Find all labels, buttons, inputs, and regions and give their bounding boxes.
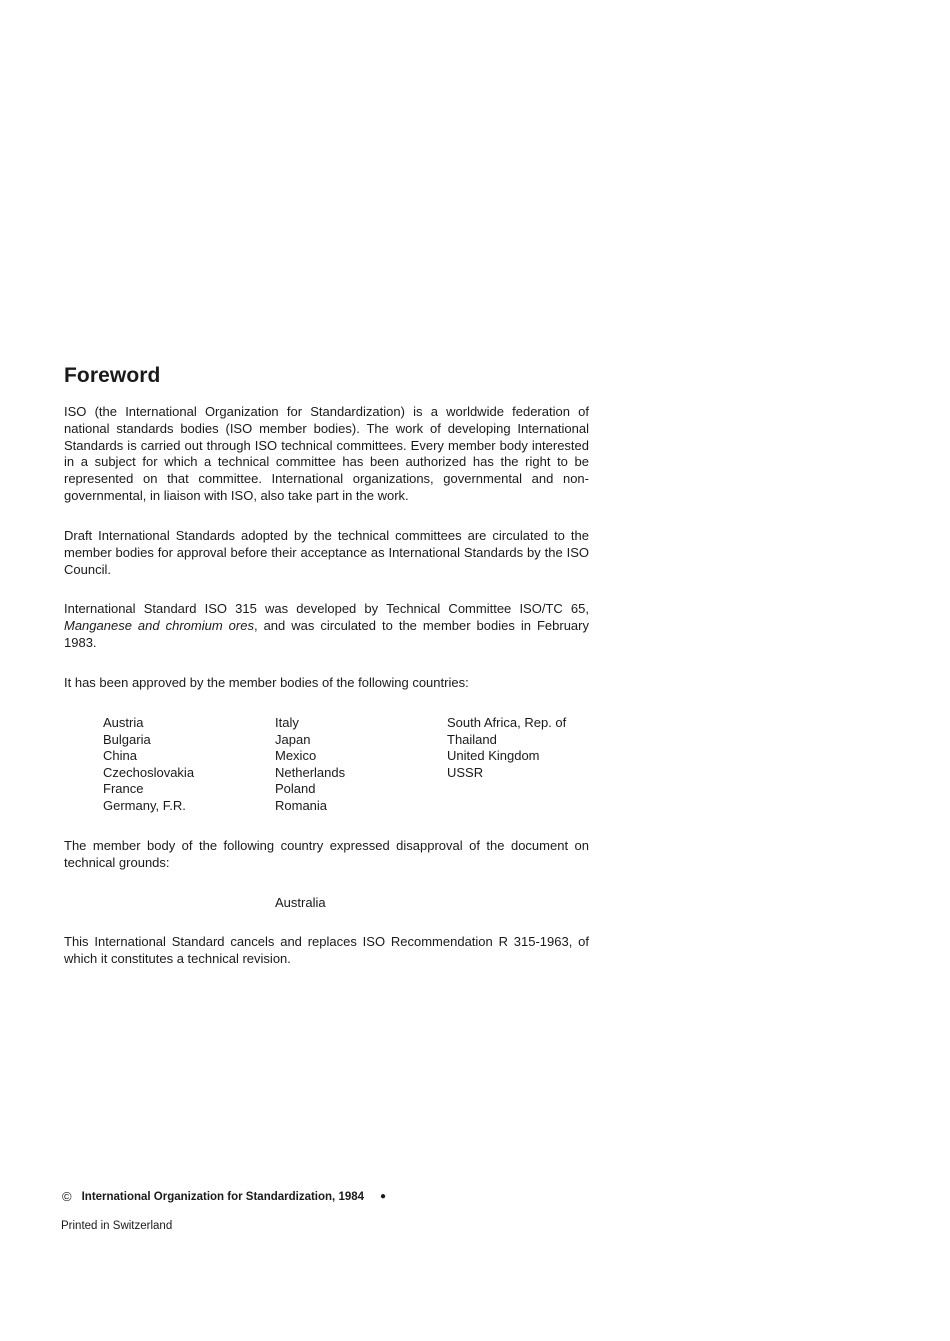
paragraph-development-start: International Standard ISO 315 was developed by Technical Committee ISO/TC 65, <box>64 601 589 616</box>
country-item: Mexico <box>275 748 317 764</box>
country-item: Netherlands <box>275 764 346 780</box>
country-item: Romania <box>275 797 328 813</box>
disapproving-country: Australia <box>275 895 326 910</box>
paragraph-draft-standards: Draft International Standards adopted by the technical committees are circulated to the member bodies for approval before their acceptance as International Standards by the ISO Council. <box>64 528 589 577</box>
country-item: Japan <box>275 731 311 747</box>
country-list-column-1 <box>103 715 194 815</box>
paragraph-disapproval: The member body of the following country expressed disapproval of the document on technical grounds: <box>64 838 589 870</box>
country-item: France <box>103 781 144 797</box>
country-item: Italy <box>275 715 299 730</box>
country-item: China <box>103 748 137 764</box>
country-item: South Africa, Rep. of <box>447 715 567 730</box>
country-item: Poland <box>275 781 316 797</box>
country-list-column-3 <box>447 715 566 781</box>
paragraph-revision: This International Standard cancels and replaces ISO Recommendation R 315-1963, of which it constitutes a technical revision. <box>64 934 589 966</box>
country-item: United Kingdom <box>447 748 540 764</box>
paragraph-development-end: , and was circulated to the member bodies in February 1983. <box>64 617 589 650</box>
country-item: Czechoslovakia <box>103 764 195 780</box>
paragraph-approval: It has been approved by the member bodies of the following countries: <box>64 675 469 690</box>
country-item: USSR <box>447 764 484 780</box>
page-title: Foreword <box>64 364 161 387</box>
bullet-icon: ● <box>380 1191 387 1202</box>
country-list-column-2 <box>275 715 345 815</box>
country-item: Thailand <box>447 731 497 747</box>
printed-location: Printed in Switzerland <box>61 1220 173 1232</box>
country-item: Germany, F.R. <box>103 797 186 813</box>
country-item: Austria <box>103 715 144 730</box>
paragraph-iso-intro: ISO (the International Organization for Standardization) is a worldwide federation of national standards bodies (ISO member bodies). The work of developing International Standards is carried out through ISO technical committees. Every member body interested in a subject for which a technical committee has been authorized has the right to be represented on that committee. International organizations, governmental and non-governmental, in liaison with ISO, also take part in the work. <box>64 404 589 503</box>
paragraph-development <box>64 601 589 651</box>
copyright-line <box>62 1189 386 1204</box>
copyright-text: International Organization for Standardization, 1984 <box>81 1190 365 1203</box>
country-item: Bulgaria <box>103 731 151 747</box>
committee-name: Manganese and chromium ores <box>64 617 254 633</box>
copyright-icon: © <box>62 1189 72 1204</box>
